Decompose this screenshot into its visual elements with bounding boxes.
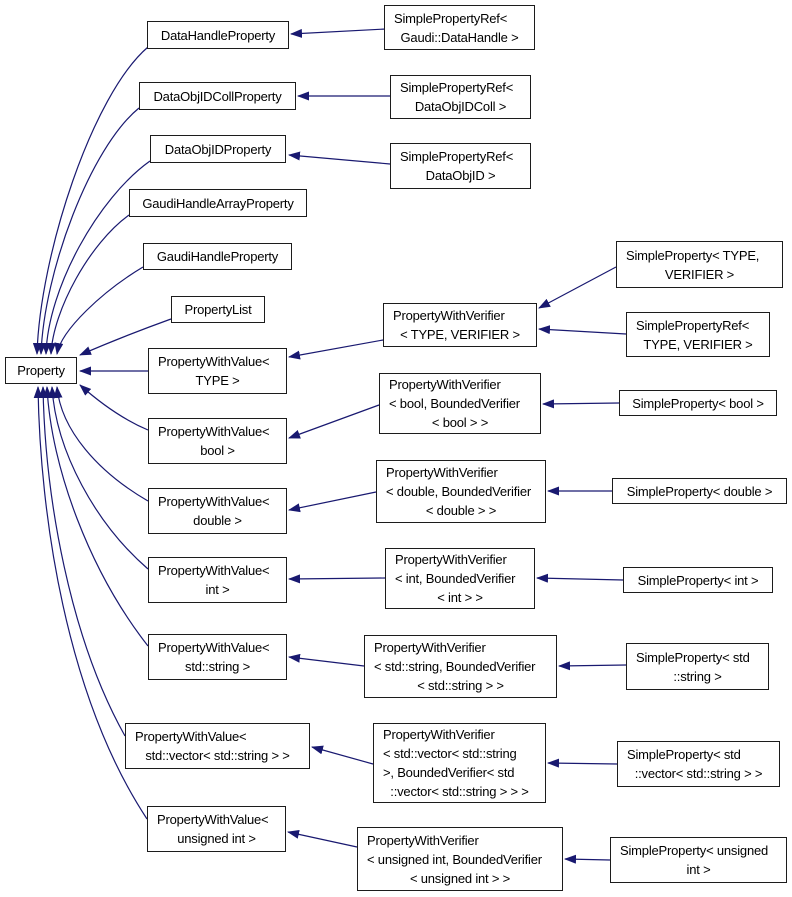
edge-spInt-to-pwvfInt — [537, 578, 623, 580]
class-label: TYPE, VERIFIER > — [643, 336, 753, 352]
node-property[interactable] — [5, 357, 77, 384]
node-simple-property-std-vector-std-string[interactable] — [617, 741, 780, 787]
node-simple-property-ref-type-verifier[interactable] — [626, 312, 770, 357]
class-label: SimpleProperty< unsigned — [620, 843, 769, 858]
node-property-with-value-std-vector-std-string[interactable] — [125, 723, 310, 769]
class-label: SimpleProperty< TYPE, — [626, 247, 760, 263]
class-label: PropertyWithVerifier — [367, 832, 479, 848]
node-property-with-value-int[interactable] — [148, 557, 287, 603]
edge-pwvfVector-to-pwvVector — [312, 747, 373, 764]
node-data-obj-id-property[interactable] — [150, 135, 286, 163]
class-label: double > — [193, 513, 242, 528]
class-label: < unsigned int, BoundedVerifier — [367, 851, 542, 867]
edge-pwvfString-to-pwvString — [289, 657, 364, 666]
class-label: unsigned int > — [177, 831, 256, 846]
class-label: PropertyWithValue< — [158, 640, 270, 655]
class-label: PropertyWithValue< — [158, 354, 270, 369]
class-label: PropertyWithVerifier — [383, 727, 495, 742]
class-label: < double, BoundedVerifier — [386, 484, 531, 499]
class-label: SimplePropertyRef< — [400, 80, 514, 95]
class-label: GaudiHandleArrayProperty — [142, 195, 294, 211]
class-label: DataObjIDProperty — [164, 141, 272, 157]
edge-pwvString-to-property — [47, 387, 148, 646]
node-property-with-verifier-unsigned-int[interactable] — [357, 827, 563, 891]
class-label: DataObjID > — [425, 168, 496, 183]
class-label: < unsigned int > > — [409, 870, 511, 886]
class-label: int > — [686, 862, 711, 877]
node-simple-property-type-verifier[interactable] — [616, 241, 783, 288]
edge-pwvfDouble-to-pwvDouble — [289, 492, 376, 510]
node-data-obj-id-coll-property[interactable] — [139, 82, 296, 110]
node-property-with-verifier-std-string[interactable] — [364, 635, 557, 698]
node-simple-property-ref-gaudi-data-handle[interactable] — [384, 5, 535, 50]
edge-sprTypeVerifier-to-pwvfType — [539, 329, 626, 334]
class-label: SimpleProperty< int > — [637, 572, 759, 588]
class-label: < int > > — [437, 590, 483, 605]
node-property-with-value-double[interactable] — [148, 488, 287, 534]
class-label: std::string > — [185, 659, 250, 674]
class-label: std::vector< std::string > > — [145, 748, 290, 763]
class-label: bool > — [200, 443, 235, 458]
class-label: ::vector< std::string > > — [634, 766, 763, 781]
edge-pwvfBool-to-pwvBool — [289, 405, 379, 438]
class-label: PropertyWithValue< — [158, 563, 270, 578]
class-label: DataHandleProperty — [160, 27, 276, 43]
node-property-with-value-std-string[interactable] — [148, 634, 287, 680]
node-gaudi-handle-array-property[interactable] — [129, 189, 307, 217]
class-label: ::vector< std::string > > > — [390, 784, 529, 799]
class-label: SimpleProperty< std — [636, 649, 750, 665]
class-label: < double > > — [425, 503, 497, 518]
node-simple-property-bool[interactable] — [619, 390, 777, 416]
edge-dataObjIDCollProperty-to-property — [41, 108, 139, 354]
edge-pwvfUInt-to-pwvUInt — [288, 832, 357, 847]
class-label: PropertyWithVerifier — [386, 465, 498, 480]
class-label: Property — [17, 363, 65, 378]
edge-spBool-to-pwvfBool — [543, 403, 619, 404]
edge-sprDataHandle-to-dataHandleProperty — [291, 29, 386, 34]
class-label: TYPE > — [195, 373, 240, 388]
class-label: SimplePropertyRef< — [636, 317, 750, 333]
class-label: VERIFIER > — [664, 266, 735, 282]
node-simple-property-unsigned-int[interactable] — [610, 837, 787, 883]
node-property-with-value-type[interactable] — [148, 348, 287, 394]
class-label: PropertyWithValue< — [157, 812, 269, 827]
class-label: int > — [205, 582, 230, 597]
class-label: DataObjIDColl > — [414, 99, 507, 114]
class-label: SimplePropertyRef< — [394, 10, 508, 26]
edge-spVector-to-pwvfVector — [548, 763, 617, 764]
node-simple-property-std-string[interactable] — [626, 643, 769, 690]
node-property-with-value-unsigned-int[interactable] — [147, 806, 286, 852]
class-label: < std::string, BoundedVerifier — [374, 659, 536, 674]
class-label: < TYPE, VERIFIER > — [400, 327, 520, 342]
class-label: < bool, BoundedVerifier — [389, 396, 520, 411]
node-simple-property-int[interactable] — [623, 567, 773, 593]
class-label: Gaudi::DataHandle > — [400, 29, 519, 45]
class-label: PropertyWithValue< — [135, 729, 247, 744]
node-data-handle-property[interactable] — [147, 21, 289, 49]
node-simple-property-double[interactable] — [612, 478, 787, 504]
class-label: < int, BoundedVerifier — [395, 571, 516, 586]
class-label: ::string > — [673, 668, 722, 684]
class-label: SimpleProperty< double > — [626, 483, 773, 499]
edge-spUInt-to-pwvfUInt — [565, 859, 610, 860]
class-label: PropertyWithValue< — [158, 494, 270, 509]
class-label: >, BoundedVerifier< std — [383, 765, 515, 780]
edge-spString-to-pwvfString — [559, 665, 626, 666]
edge-sprDataObjID-to-dataObjIDProperty — [289, 155, 390, 164]
class-label: < std::string > > — [417, 678, 504, 693]
node-property-with-verifier-int[interactable] — [385, 548, 535, 609]
class-label: < bool > > — [431, 415, 489, 430]
class-label: DataObjIDCollProperty — [153, 88, 282, 104]
class-label: SimpleProperty< bool > — [632, 395, 764, 411]
node-property-with-verifier-bool[interactable] — [379, 373, 541, 434]
node-property-with-verifier-type-verifier[interactable] — [383, 303, 537, 347]
class-label: PropertyWithValue< — [158, 424, 270, 439]
node-simple-property-ref-data-obj-id[interactable] — [390, 143, 531, 189]
node-property-with-value-bool[interactable] — [148, 418, 287, 464]
class-label: PropertyWithVerifier — [395, 552, 507, 567]
class-label: GaudiHandleProperty — [156, 249, 279, 264]
class-label: PropertyWithVerifier — [389, 377, 501, 392]
class-label: PropertyList — [184, 302, 252, 317]
node-property-with-verifier-std-vector-std-string[interactable] — [373, 723, 546, 803]
edge-pwvInt-to-property — [52, 387, 148, 569]
class-label: SimpleProperty< std — [627, 747, 741, 762]
node-property-with-verifier-double[interactable] — [376, 460, 546, 523]
class-label: SimplePropertyRef< — [400, 149, 514, 164]
class-label: < std::vector< std::string — [383, 746, 517, 761]
node-simple-property-ref-data-obj-id-coll[interactable] — [390, 75, 531, 119]
class-label: PropertyWithVerifier — [393, 308, 505, 323]
edge-pwvfType-to-pwvType — [289, 340, 383, 357]
edge-pwvfInt-to-pwvInt — [289, 578, 385, 579]
node-property-list[interactable] — [171, 296, 265, 323]
edge-spTypeVerifier-to-pwvfType — [539, 267, 616, 308]
class-label: PropertyWithVerifier — [374, 640, 486, 655]
node-gaudi-handle-property[interactable] — [143, 243, 292, 270]
edge-gaudiHandleProperty-to-property — [57, 267, 143, 354]
edge-pwvBool-to-property — [80, 385, 148, 430]
